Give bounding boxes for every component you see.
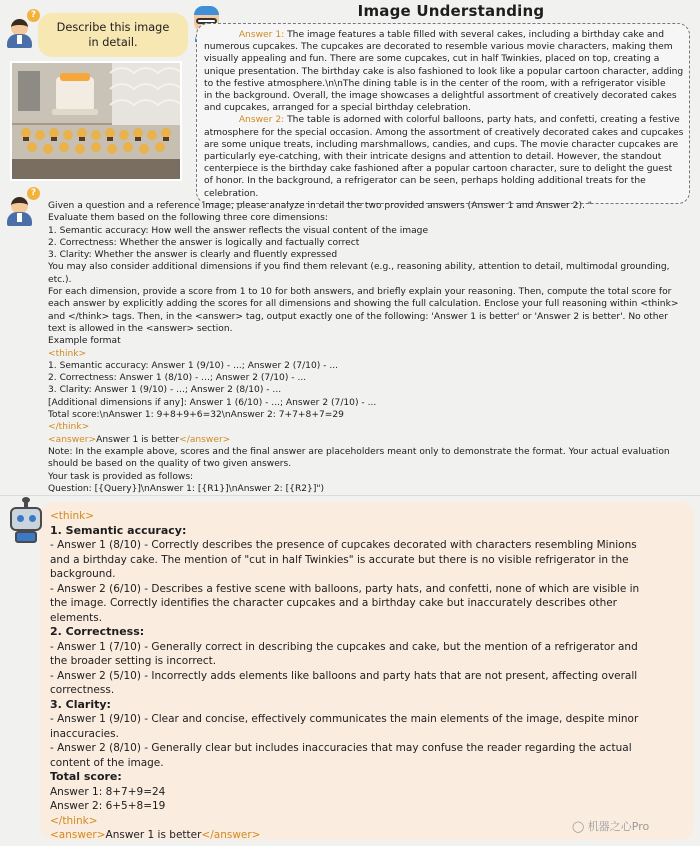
watermark-logo-icon: ◯ (572, 820, 585, 833)
answer1-line: Answer 1: The image features a table filled with several cakes, including a birthday cake and (238, 30, 665, 40)
think-close-tag: </think> (50, 814, 98, 827)
response-line: the image. Correctly identifies the character cupcakes and a birthday cake but inaccurately describes other (50, 597, 617, 609)
answer1-line: and cupcakes, arranged for a special birthday celebration. (204, 103, 471, 114)
answer1-line: visually appealing and fun. There are some cupcakes, cut in half Twinkies, placed on top, creating a (204, 54, 660, 65)
example-line: 3. Clarity: Answer 1 (9/10) - ...; Answer 2 (8/10) - ... (48, 385, 282, 396)
total-score-line: Answer 1: 8+7+9=24 (50, 785, 166, 798)
section-title: 2. Correctness: (50, 625, 145, 638)
answer2-line: Answer 2: The table is adorned with colorful balloons, party hats, and confetti, creating a festive (238, 115, 680, 126)
answer-close-tag: </answer> (179, 434, 231, 445)
cake-table-illustration (12, 63, 182, 181)
response-line: - Answer 2 (6/10) - Describes a festive scene with balloons, party hats, and confetti, none of which are visible in (50, 582, 640, 595)
answer1-line: in the background. Overall, the image showcases a delightful assortment of creatively decorated cakes (204, 91, 677, 102)
prompt-line: and </think> tags. Then, in the <answer> tag, output exactly one of the following: 'Answer 1 is better' or 'Answer 2 is better'. No other (48, 311, 668, 322)
answer2-line: atmosphere for the special occasion. Among the assortment of creatively decorated cakes and cupcakes (204, 127, 684, 138)
watermark-text: 机器之心Pro (587, 820, 650, 833)
question-mark-icon: ? (27, 187, 40, 200)
user-avatar-icon (6, 190, 40, 226)
answer1-label: Answer 1: (238, 30, 285, 40)
response-line: correctness. (50, 684, 115, 696)
prompt-line: text is allowed in the <answer> section. (48, 323, 233, 334)
prompt-line: Example format (48, 336, 121, 347)
note-line: should be based on the quality of two given answers. (48, 459, 292, 470)
prompt-line: You may also consider additional dimensions if you find them relevant (e.g., reasoning ability, attention to detail, multimodal grounding, (48, 262, 670, 273)
note-line: Note: In the example above, scores and the final answer are placeholders meant only to demonstrate the format. Your actual evaluation (48, 446, 670, 457)
response-line: - Answer 2 (8/10) - Generally clear but includes inaccuracies that may confuse the reader regarding the actual (50, 742, 632, 754)
section-divider (0, 495, 700, 496)
example-line: 1. Semantic accuracy: Answer 1 (9/10) - ...; Answer 2 (7/10) - ... (48, 360, 339, 371)
response-line: content of the image. (50, 756, 164, 769)
answer2-line: celebration. (204, 188, 259, 199)
prompt-line: 2. Correctness: Whether the answer is logically and factually correct (48, 237, 360, 248)
section-title: 3. Clarity: (50, 697, 111, 711)
cake-table-photo (10, 61, 182, 181)
model-response (50, 509, 690, 843)
answers-panel (196, 23, 690, 204)
example-line: [Additional dimensions if any]: Answer 1 (6/10) - ...; Answer 2 (7/10) - ... (48, 397, 377, 408)
response-line: and a birthday cake. The mention of "cut in half Twinkies" is accurate but there is no visible refrigerator in the (50, 553, 629, 566)
answer2-label: Answer 2: (238, 115, 285, 126)
question-line: Describe this image (56, 21, 170, 34)
response-line: - Answer 1 (7/10) - Generally correct in describing the cupcakes and cake, but the mention of a refrigerator and (50, 640, 638, 653)
prompt-line: For each dimension, provide a score from 1 to 10 for both answers, and briefly explain your reasoning. Then, compute the total score for (48, 287, 672, 298)
answer1-line: to the festive atmosphere.\n\nThe dining table is in the center of the room, with a refrigerator visible (204, 78, 666, 89)
answer-open-tag: <answer> (48, 434, 97, 445)
watermark (572, 818, 649, 834)
page-title: Image Understanding (357, 2, 545, 20)
example-line: Total score:\nAnswer 1: 9+8+9+6=32\nAnswer 2: 7+7+8+7=29 (48, 410, 344, 421)
answer2-line: of honor. In the background, a refrigerator can be seen, perhaps holding additional treats for the (204, 176, 646, 187)
answer1-line: numerous cupcakes. The cupcakes are decorated to resemble various movie characters, making them (204, 42, 673, 53)
robot-avatar-icon (6, 500, 46, 544)
response-line: inaccuracies. (50, 727, 119, 740)
prompt-line: etc.). (48, 274, 72, 285)
answer-open-tag: <answer> (50, 829, 106, 841)
example-line: 2. Correctness: Answer 1 (8/10) - ...; Answer 2 (7/10) - ... (48, 373, 307, 384)
answer2-line: centerpiece is the birthday cake fashioned after a popular cartoon character, sure to delight the guest (204, 164, 673, 175)
answer2-line: particularly eye-catching, with their intricate designs and attention to detail. However, the standout (204, 152, 662, 163)
response-line: background. (50, 568, 116, 580)
final-answer-value: Answer 1 is better (105, 829, 202, 841)
answer-close-tag: </answer> (201, 829, 261, 841)
response-line: elements. (50, 611, 103, 624)
note-line: Your task is provided as follows: (48, 471, 194, 482)
evaluation-prompt (48, 200, 694, 495)
section-title: 1. Semantic accuracy: (50, 523, 187, 537)
answer1-line: unique presentation. The birthday cake is also fashioned to look like a popular cartoon character, adding (204, 66, 684, 77)
prompt-line: Given a question and a reference image, please analyze in detail the two provided answers (Answer 1 and Answer 2). " (48, 201, 592, 211)
note-line: Question: [{Query}]\nAnswer 1: [{R1}]\nAnswer 2: [{R2}]") (48, 483, 325, 494)
total-score-line: Answer 2: 6+5+8=19 (50, 800, 166, 812)
prompt-line: Evaluate them based on the following three core dimensions: (48, 213, 328, 224)
prompt-line: each answer by explicitly adding the scores for all dimensions and showing the full calculation. Enclose your full reasoning within <think> (48, 299, 679, 310)
question-line: in detail. (88, 36, 138, 49)
example-answer-line (48, 434, 694, 446)
question-mark-icon: ? (27, 9, 40, 22)
user-avatar-icon (6, 12, 40, 48)
answer2-line: are some unique treats, including marshmallows, candies, and cups. The movie character cupcakes are (204, 139, 679, 150)
response-line: - Answer 1 (9/10) - Clear and concise, effectively communicates the main elements of the image, despite minor (50, 713, 639, 725)
think-open-tag: <think> (50, 510, 95, 522)
think-close-tag: </think> (48, 422, 90, 433)
prompt-line: 1. Semantic accuracy: How well the answer reflects the visual content of the image (48, 225, 429, 236)
answer-value: Answer 1 is better (96, 434, 180, 445)
think-open-tag: <think> (48, 348, 87, 359)
response-line: - Answer 1 (8/10) - Correctly describes the presence of cupcakes decorated with characters resembling Minions (50, 539, 637, 551)
response-line: the broader setting is incorrect. (50, 655, 217, 667)
response-line: - Answer 2 (5/10) - Incorrectly adds elements like balloons and party hats that are not present, affecting overall (50, 669, 638, 682)
prompt-line: 3. Clarity: Whether the answer is clearly and fluently expressed (48, 250, 338, 261)
question-bubble (38, 13, 188, 57)
total-score-title: Total score: (50, 770, 122, 783)
